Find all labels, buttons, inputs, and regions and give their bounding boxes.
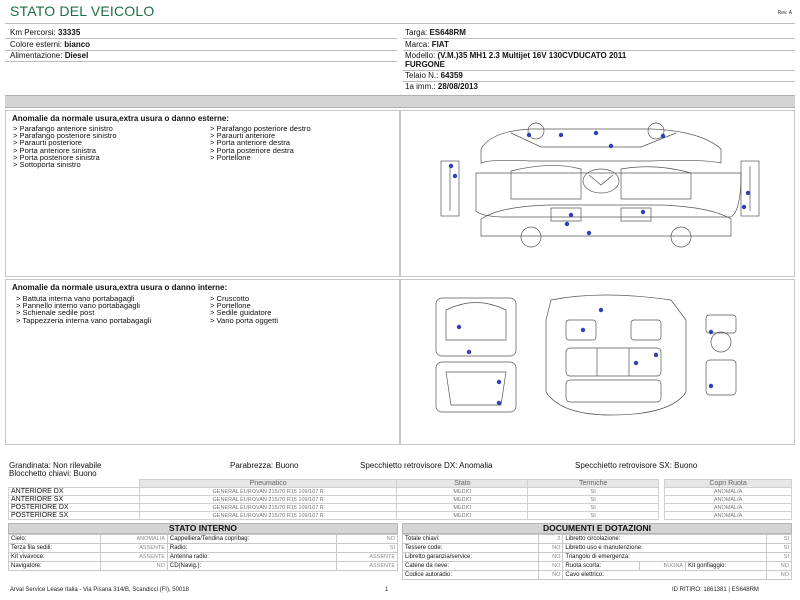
list-item: > Sottoporta sinistro — [13, 160, 81, 170]
table-row: POSTERIORE SX GENERAL EUROVAN 215/70 R15 109/107 R MEDIO SI ANOMALIA — [9, 512, 792, 520]
km-percorsi: Km Percorsi: 33335 — [10, 28, 81, 37]
list-item: > Porta posteriore destra — [210, 145, 294, 155]
documenti-table — [402, 534, 792, 580]
list-item: > Pannello interno vano portabagagli — [16, 301, 140, 311]
table-row: Tessere code: NO Libretto uso e manutenzione: SI — [403, 544, 792, 553]
table-row: POSTERIORE DX GENERAL EUROVAN 215/70 R15 109/107 R MEDIO SI ANOMALIA — [9, 504, 792, 512]
blocchetto-chiavi: Blocchetto chiavi: Buono — [9, 469, 97, 478]
list-item: > Parafango anteriore sinistro — [13, 124, 113, 133]
marca: Marca: FIAT — [405, 40, 449, 49]
footer-page-number: 1 — [385, 587, 389, 593]
list-item: > Paraurti posteriore — [13, 138, 83, 148]
prima-immatricolazione: 1a imm.: 28/08/2013 — [405, 82, 478, 91]
specchietto-dx: Specchietto retrovisore DX: Anomalia — [360, 461, 493, 470]
title-rule — [5, 23, 795, 24]
list-item: > Porta posteriore sinistra — [13, 152, 100, 162]
table-row: ANTERIORE DX GENERAL EUROVAN 215/70 R15 109/107 R MEDIO SI ANOMALIA — [9, 488, 792, 496]
page-title: STATO DEL VEICOLO — [10, 3, 155, 19]
targa: Targa: ES648RM — [405, 28, 466, 37]
list-item: > Porta anteriore sinistra — [13, 145, 96, 155]
external-damage-list-2 — [210, 125, 311, 161]
tires-table — [8, 479, 792, 520]
modello-tipo: FURGONE — [405, 60, 445, 69]
internal-damage-panel — [5, 279, 400, 445]
internal-diagram-panel — [400, 279, 795, 445]
internal-damage-list-1 — [16, 295, 156, 324]
interior-car-diagram — [401, 280, 796, 446]
list-item: > Paraurti anteriore — [210, 131, 276, 141]
header-termiche: Termiche — [528, 480, 659, 488]
list-item: > Parafango posteriore destro — [210, 124, 311, 133]
footer — [0, 586, 800, 596]
list-item: > Cruscotto — [210, 294, 250, 303]
header-stato: Stato — [397, 480, 528, 488]
table-row: ANTERIORE SX GENERAL EUROVAN 215/70 R15 109/107 R MEDIO SI ANOMALIA — [9, 496, 792, 504]
external-damage-list-1 — [13, 125, 117, 168]
list-item: > Portellone — [210, 301, 251, 311]
table-row: Cielo: ANOMALIA Cappelliera/Tendina copribag: NO — [9, 535, 398, 544]
list-item: > Vano porta oggetti — [210, 315, 279, 325]
internal-damage-title: Anomalie da normale usura,extra usura o danno interne: — [12, 283, 228, 292]
list-item: > Porta anteriore destra — [210, 138, 290, 148]
header-pneumatico: Pneumatico — [139, 480, 397, 488]
section-divider-bar — [5, 95, 795, 108]
table-row: Navigatore: NO CD(Navig.): ASSENTE — [9, 562, 398, 571]
table-row: Catene da neve: NO Ruota scorta: BUONA Kit gonfiaggio: NO — [403, 562, 792, 571]
specchietto-sx: Specchietto retrovisore SX: Buono — [575, 461, 698, 470]
modello: Modello: (V.M.)35 MH1 2.3 Multijet 16V 130CVDUCATO 2011 — [405, 51, 627, 60]
alimentazione: Alimentazione: Diesel — [10, 51, 89, 60]
colore-esterni: Colore esterni: bianco — [10, 40, 91, 49]
external-damage-title: Anomalie da normale usura,extra usura o danno esterne: — [12, 114, 229, 123]
table-row: Codice autoradio: NO Cavo elettrico: NO — [403, 571, 792, 580]
telaio: Telaio N.: 64359 — [405, 71, 463, 80]
footer-id-ritiro: ID RITIRO: 1861381 | ES648RM — [672, 587, 759, 593]
exterior-car-diagram — [401, 111, 796, 278]
external-diagram-panel — [400, 110, 795, 277]
stato-interno-table — [8, 534, 398, 571]
footer-address: Arval Service Lease Italia - Via Pisana 314/B, Scandicci (FI), 50018 — [10, 587, 189, 593]
list-item: > Portellone — [210, 152, 251, 162]
table-row: Terza fila sedili: ASSENTE Radio: SI — [9, 544, 398, 553]
status-line — [5, 460, 795, 480]
table-row: Kit vivavoce: ASSENTE Antenna radio: ASSENTE — [9, 553, 398, 562]
header-copri-ruota: Copri Ruota — [665, 480, 792, 488]
list-item: > Parafango posteriore sinistro — [13, 131, 117, 141]
grandinata: Grandinata: Non rilevabile — [9, 461, 102, 470]
table-row: Libretto garanzia/service: NO Triangolo di emergenza: SI — [403, 553, 792, 562]
table-row: Totale chiavi: 2 Libretto circolazione: SI — [403, 535, 792, 544]
stato-interno-title: STATO INTERNO — [8, 523, 398, 534]
documenti-title: DOCUMENTI E DOTAZIONI — [402, 523, 792, 534]
tires-header-row — [9, 480, 792, 488]
list-item: > Sedile guidatore — [210, 308, 272, 318]
list-item: > Tappezzeria interna vano portabagagli — [16, 315, 152, 325]
internal-damage-list-2 — [210, 295, 278, 324]
list-item: > Schienale sedile post — [16, 308, 95, 318]
external-damage-panel — [5, 110, 400, 277]
parabrezza: Parabrezza: Buono — [230, 461, 299, 470]
revision-label: Rev. A — [777, 10, 792, 16]
list-item: > Battuta interna vano portabagagli — [16, 294, 135, 303]
